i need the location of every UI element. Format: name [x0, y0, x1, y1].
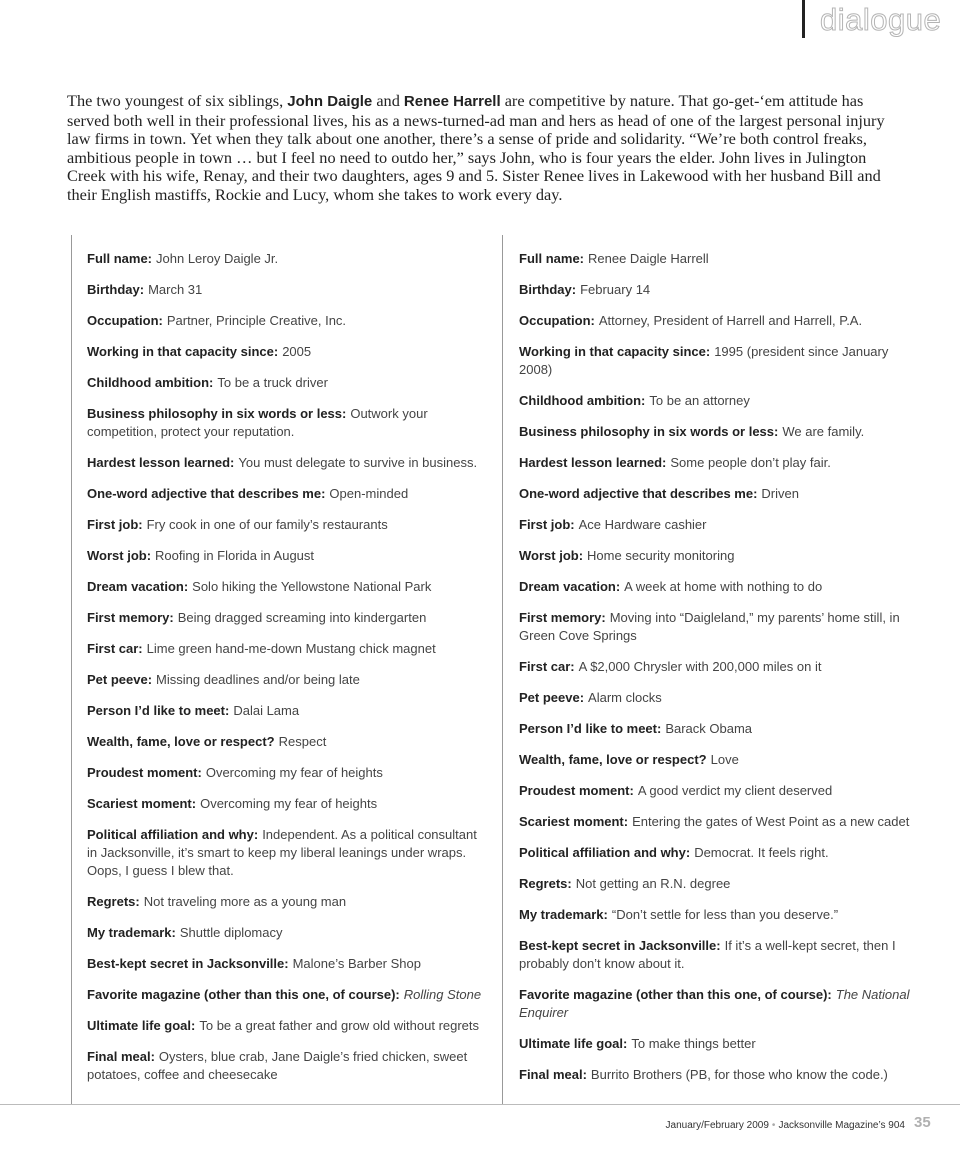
renee-qa-item	[519, 392, 919, 410]
john-qa-column	[87, 250, 487, 1097]
answer-text: A $2,000 Chrysler with 200,000 miles on it	[578, 659, 822, 674]
answer-text: Democrat. It feels right.	[694, 845, 829, 860]
question-label: Working in that capacity since:	[87, 344, 279, 359]
question-label: Wealth, fame, love or respect?	[87, 734, 275, 749]
answer-text: Barack Obama	[665, 721, 753, 736]
john-qa-item	[87, 609, 487, 627]
question-label: Birthday:	[519, 282, 577, 297]
question-label: Political affiliation and why:	[87, 827, 259, 842]
answer-text: Rolling Stone	[403, 987, 482, 1002]
renee-qa-item	[519, 578, 919, 596]
answer-text: Attorney, President of Harrell and Harrell, P.A.	[598, 313, 863, 328]
renee-qa-item	[519, 423, 919, 441]
renee-qa-column	[519, 250, 919, 1097]
john-qa-item	[87, 485, 487, 503]
answer-text: Outwork your competition, protect your reputation.	[87, 406, 428, 439]
answer-text: Missing deadlines and/or being late	[156, 672, 360, 687]
renee-qa-item	[519, 875, 919, 893]
question-label: First car:	[519, 659, 575, 674]
question-label: Business philosophy in six words or less:	[87, 406, 347, 421]
answer-text: Moving into “Daigleland,” my parents’ home still, in Green Cove Springs	[519, 610, 900, 643]
renee-qa-item	[519, 454, 919, 472]
question-label: Worst job:	[87, 548, 152, 563]
answer-text: Oysters, blue crab, Jane Daigle’s fried chicken, sweet potatoes, coffee and cheesecake	[87, 1049, 468, 1082]
john-qa-item	[87, 250, 487, 268]
answer-text: March 31	[148, 282, 203, 297]
question-label: Best-kept secret in Jacksonville:	[519, 938, 721, 953]
answer-text: Not traveling more as a young man	[143, 894, 347, 909]
answer-text: The National Enquirer	[519, 987, 910, 1020]
renee-qa-item	[519, 782, 919, 800]
footer-issue: January/February 2009	[665, 1120, 769, 1131]
answer-text: To be an attorney	[649, 393, 750, 408]
answer-text: You must delegate to survive in business.	[238, 455, 478, 470]
question-label: First memory:	[519, 610, 606, 625]
john-qa-item	[87, 671, 487, 689]
renee-qa-item	[519, 485, 919, 503]
renee-qa-item	[519, 1035, 919, 1053]
answer-text: Overcoming my fear of heights	[200, 796, 378, 811]
john-qa-item	[87, 893, 487, 911]
answer-text: Ace Hardware cashier	[578, 517, 707, 532]
renee-qa-item	[519, 343, 919, 379]
question-label: Worst job:	[519, 548, 584, 563]
john-qa-item	[87, 955, 487, 973]
question-label: Ultimate life goal:	[87, 1018, 196, 1033]
john-qa-item	[87, 312, 487, 330]
answer-text: Love	[710, 752, 739, 767]
answer-text: Some people don’t play fair.	[670, 455, 831, 470]
answer-text: Fry cook in one of our family’s restaurants	[146, 517, 388, 532]
question-label: First job:	[519, 517, 575, 532]
answer-text: Overcoming my fear of heights	[205, 765, 383, 780]
answer-text: We are family.	[782, 424, 865, 439]
question-label: Pet peeve:	[519, 690, 585, 705]
intro-text: and	[372, 91, 404, 110]
renee-qa-item	[519, 720, 919, 738]
answer-text: “Don’t settle for less than you deserve.”	[611, 907, 839, 922]
section-label: dialogue	[820, 2, 942, 37]
john-qa-item	[87, 826, 487, 880]
renee-qa-item	[519, 609, 919, 645]
question-label: One-word adjective that describes me:	[87, 486, 326, 501]
answer-text: Renee Daigle Harrell	[588, 251, 709, 266]
question-label: Regrets:	[87, 894, 140, 909]
john-qa-item	[87, 578, 487, 596]
john-qa-item	[87, 374, 487, 392]
question-label: Pet peeve:	[87, 672, 153, 687]
question-label: Person I’d like to meet:	[87, 703, 230, 718]
question-label: Political affiliation and why:	[519, 845, 691, 860]
john-qa-item	[87, 405, 487, 441]
answer-text: Respect	[278, 734, 327, 749]
question-label: Working in that capacity since:	[519, 344, 711, 359]
answer-text: Home security monitoring	[587, 548, 735, 563]
question-label: Best-kept secret in Jacksonville:	[87, 956, 289, 971]
john-qa-item	[87, 516, 487, 534]
question-label: Final meal:	[87, 1049, 155, 1064]
answer-text: February 14	[580, 282, 651, 297]
section-divider-bar	[802, 0, 805, 38]
answer-text: To be a truck driver	[217, 375, 328, 390]
john-qa-item	[87, 640, 487, 658]
renee-qa-item	[519, 689, 919, 707]
renee-qa-item	[519, 547, 919, 565]
question-label: Business philosophy in six words or less:	[519, 424, 779, 439]
answer-text: Entering the gates of West Point as a new cadet	[632, 814, 910, 829]
answer-text: John Leroy Daigle Jr.	[156, 251, 279, 266]
answer-text: Driven	[761, 486, 799, 501]
renee-qa-item	[519, 250, 919, 268]
page-number: 35	[914, 1114, 931, 1131]
answer-text: 1995 (president since January 2008)	[519, 344, 889, 377]
column-divider-middle	[502, 235, 503, 1105]
renee-qa-item	[519, 751, 919, 769]
renee-qa-item	[519, 516, 919, 534]
column-divider-left	[71, 235, 72, 1105]
answer-text: Independent. As a political consultant in Jacksonville, it’s smart to keep my liberal leanings under wraps. Oops, I guess I blew that.	[87, 827, 477, 878]
john-qa-item	[87, 1017, 487, 1035]
answer-text: Partner, Principle Creative, Inc.	[166, 313, 347, 328]
question-label: Person I’d like to meet:	[519, 721, 662, 736]
answer-text: To make things better	[631, 1036, 756, 1051]
question-label: Occupation:	[519, 313, 595, 328]
question-label: Occupation:	[87, 313, 163, 328]
question-label: Final meal:	[519, 1067, 587, 1082]
answer-text: Not getting an R.N. degree	[575, 876, 731, 891]
renee-qa-item	[519, 813, 919, 831]
renee-qa-item	[519, 1066, 919, 1084]
answer-text: Malone’s Barber Shop	[292, 956, 421, 971]
john-qa-item	[87, 281, 487, 299]
answer-text: Shuttle diplomacy	[179, 925, 283, 940]
question-label: Childhood ambition:	[519, 393, 646, 408]
john-qa-item	[87, 733, 487, 751]
footer-separator: •	[771, 1120, 776, 1131]
bottom-rule	[0, 1104, 960, 1105]
question-label: Scariest moment:	[87, 796, 197, 811]
question-label: Proudest moment:	[87, 765, 202, 780]
question-label: One-word adjective that describes me:	[519, 486, 758, 501]
renee-qa-item	[519, 658, 919, 676]
renee-qa-item	[519, 937, 919, 973]
answer-text: Dalai Lama	[233, 703, 300, 718]
renee-qa-item	[519, 986, 919, 1022]
answer-text: Burrito Brothers (PB, for those who know the code.)	[590, 1067, 888, 1082]
answer-text: Being dragged screaming into kindergarten	[177, 610, 427, 625]
intro-text: are competitive by nature. That go-get-‘em attitude has served both well in their professional lives, his as a news-turned-ad man and hers as head of one of the largest personal injury law firms in town. Yet when they talk about one another, there’s a sense of pride and solidarity. “We’re both control freaks, ambitious people in town … but I feel no need to outdo her,” says John, who is four years the elder. John lives in Julington Creek with his wife, Renay, and their two daughters, ages 9 and 5. Sister Renee lives in Lakewood with her husband Bill and their English mastiffs, Rockie and Lucy, whom she takes to work every day.	[67, 91, 885, 204]
john-qa-item	[87, 986, 487, 1004]
question-label: Dream vacation:	[519, 579, 621, 594]
answer-text: To be a great father and grow old without regrets	[199, 1018, 480, 1033]
john-qa-item	[87, 547, 487, 565]
john-qa-item	[87, 795, 487, 813]
question-label: Scariest moment:	[519, 814, 629, 829]
renee-qa-item	[519, 906, 919, 924]
question-label: First memory:	[87, 610, 174, 625]
intro-name-john: John Daigle	[287, 93, 373, 110]
answer-text: Solo hiking the Yellowstone National Park	[192, 579, 432, 594]
question-label: Regrets:	[519, 876, 572, 891]
intro-text: The two youngest of six siblings,	[67, 91, 288, 110]
john-qa-item	[87, 764, 487, 782]
question-label: Favorite magazine (other than this one, of course):	[519, 987, 832, 1002]
answer-text: Alarm clocks	[588, 690, 662, 705]
question-label: Childhood ambition:	[87, 375, 214, 390]
question-label: Hardest lesson learned:	[519, 455, 667, 470]
john-qa-item	[87, 454, 487, 472]
renee-qa-item	[519, 312, 919, 330]
question-label: Ultimate life goal:	[519, 1036, 628, 1051]
renee-qa-item	[519, 281, 919, 299]
renee-qa-item	[519, 844, 919, 862]
question-label: First job:	[87, 517, 143, 532]
john-qa-item	[87, 1048, 487, 1084]
question-label: First car:	[87, 641, 143, 656]
question-label: Hardest lesson learned:	[87, 455, 235, 470]
answer-text: If it’s a well-kept secret, then I probably don’t know about it.	[519, 938, 896, 971]
footer-magazine: Jacksonville Magazine’s 904	[778, 1120, 905, 1131]
question-label: My trademark:	[87, 925, 176, 940]
page-footer	[560, 1120, 905, 1131]
question-label: Full name:	[87, 251, 153, 266]
answer-text: A good verdict my client deserved	[637, 783, 833, 798]
answer-text: Lime green hand-me-down Mustang chick magnet	[146, 641, 436, 656]
question-label: Wealth, fame, love or respect?	[519, 752, 707, 767]
answer-text: 2005	[282, 344, 312, 359]
john-qa-item	[87, 343, 487, 361]
answer-text: A week at home with nothing to do	[624, 579, 823, 594]
intro-paragraph	[67, 92, 907, 205]
question-label: Birthday:	[87, 282, 145, 297]
question-label: Full name:	[519, 251, 585, 266]
john-qa-item	[87, 702, 487, 720]
john-qa-item	[87, 924, 487, 942]
question-label: Proudest moment:	[519, 783, 634, 798]
question-label: Favorite magazine (other than this one, of course):	[87, 987, 400, 1002]
answer-text: Open-minded	[329, 486, 409, 501]
question-label: My trademark:	[519, 907, 608, 922]
question-label: Dream vacation:	[87, 579, 189, 594]
intro-name-renee: Renee Harrell	[403, 93, 501, 110]
answer-text: Roofing in Florida in August	[155, 548, 315, 563]
